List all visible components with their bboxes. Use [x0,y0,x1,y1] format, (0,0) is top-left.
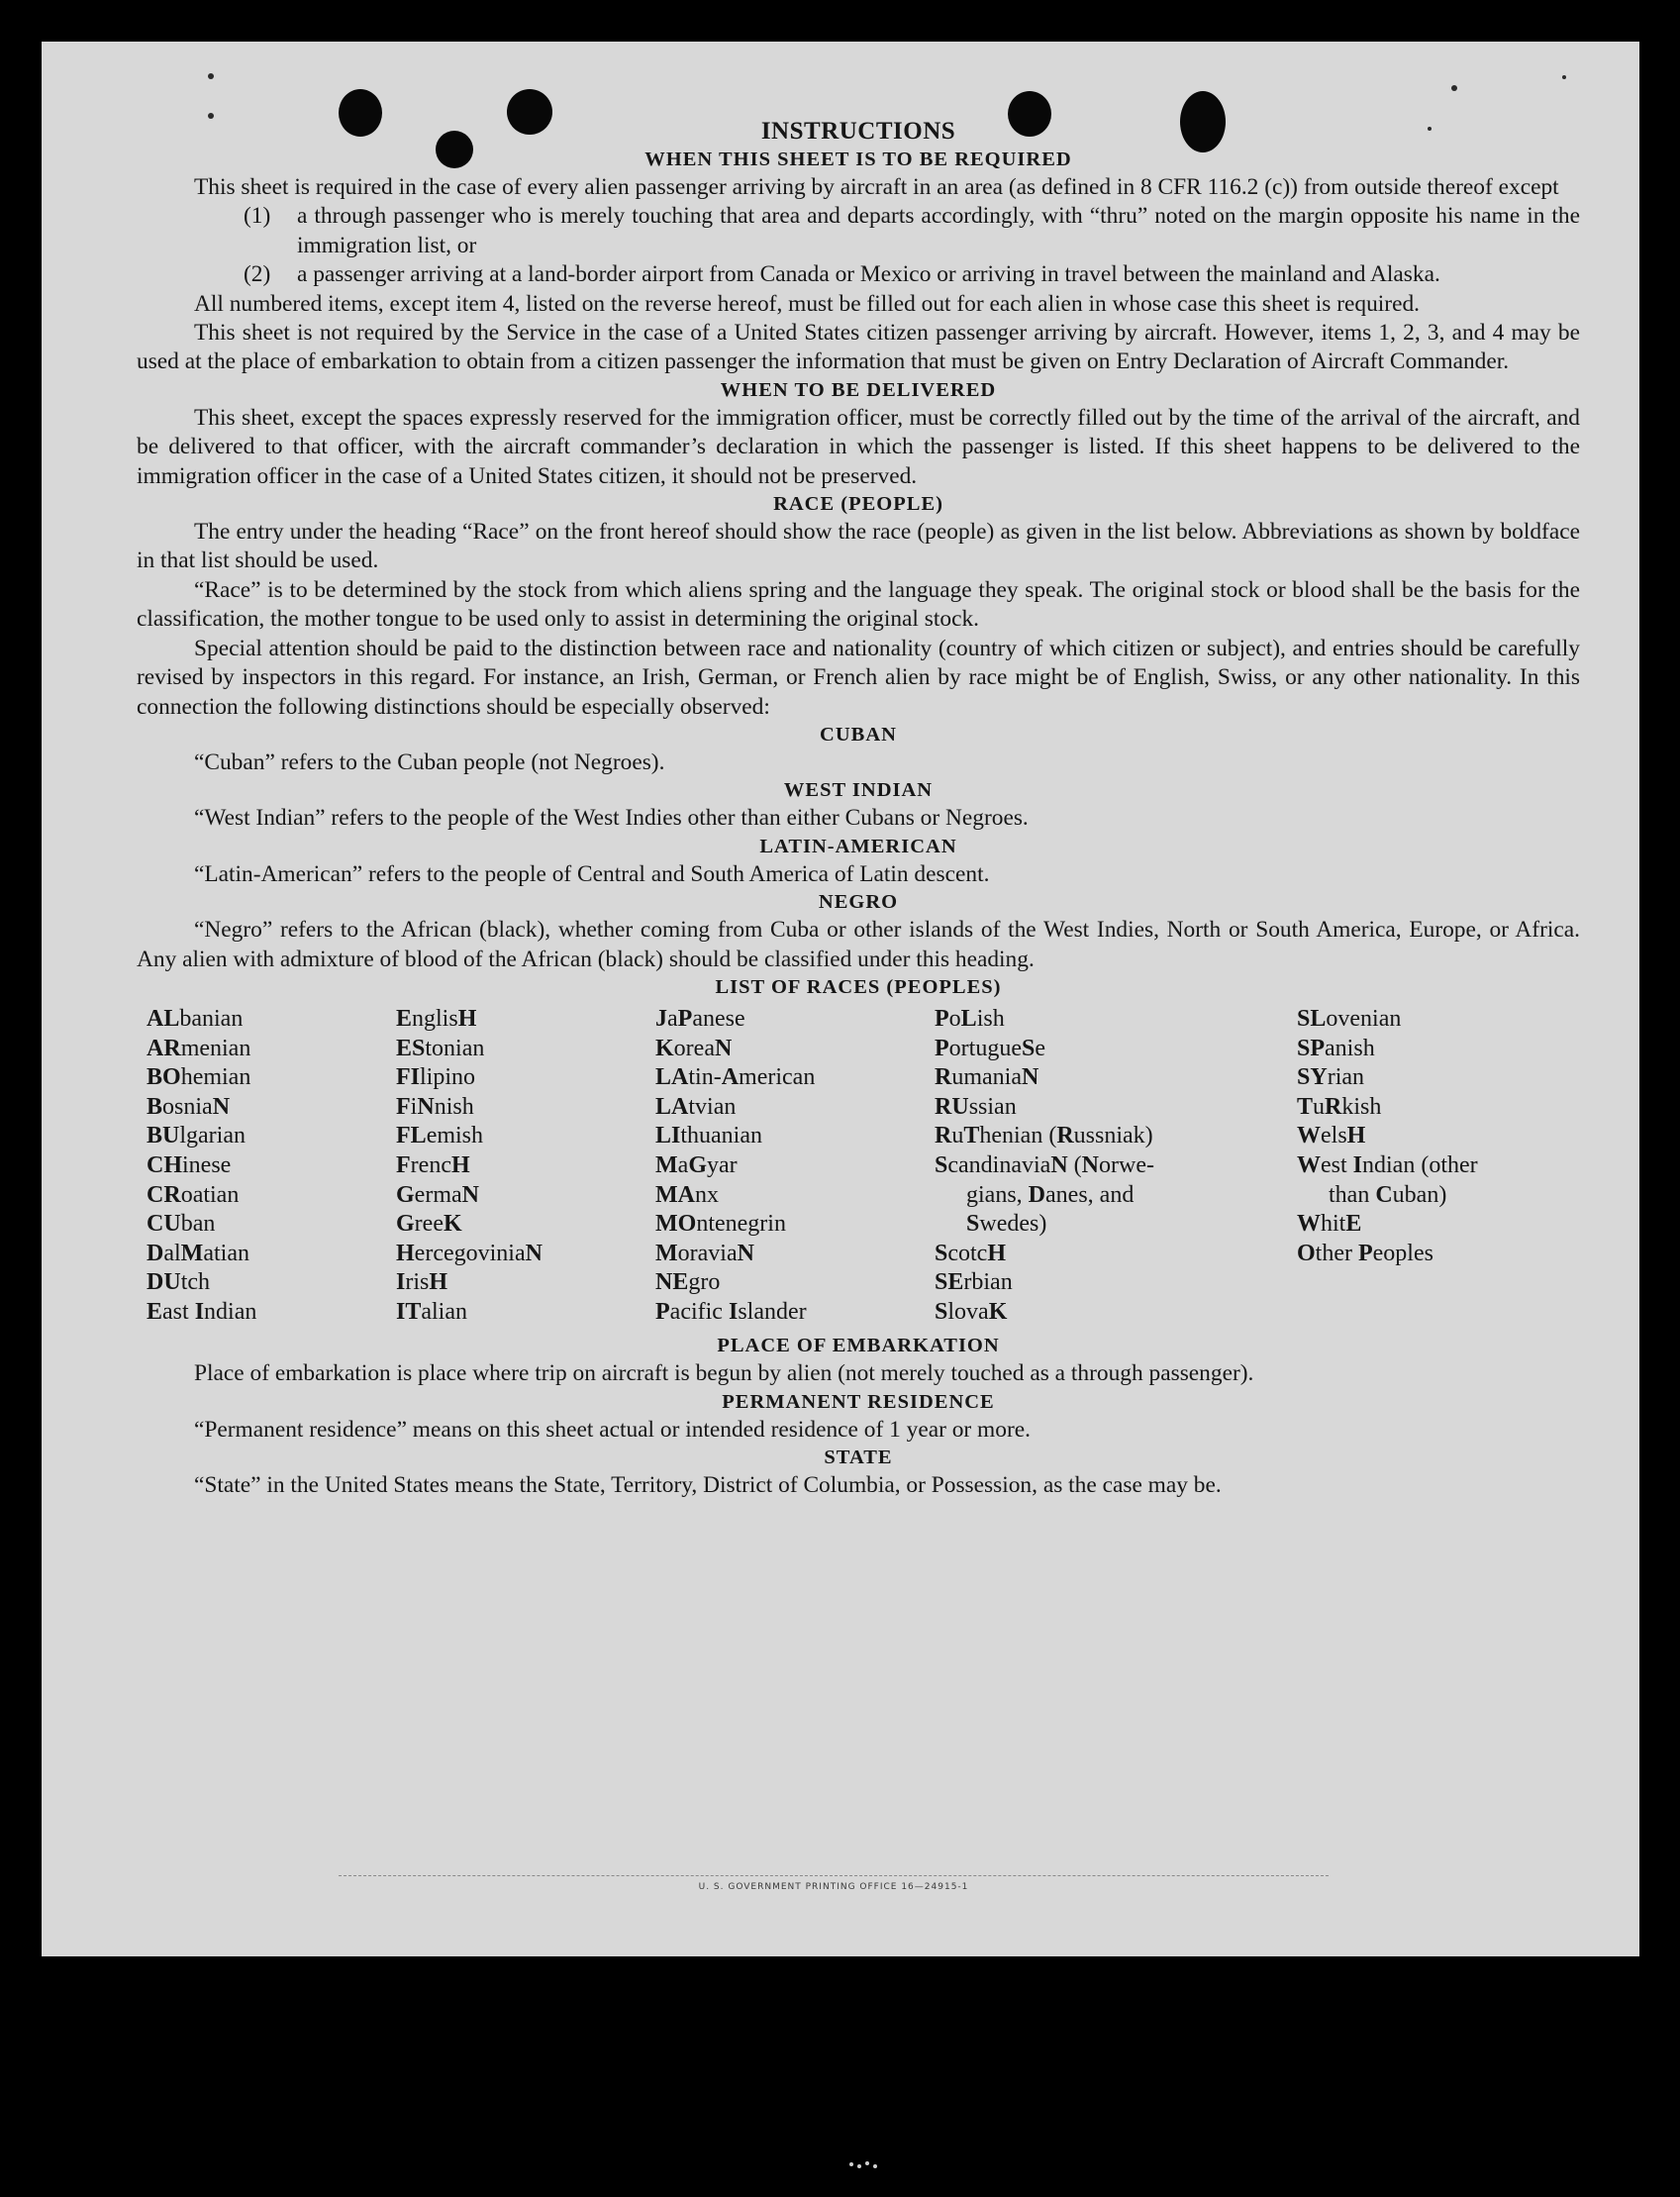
race-entry: MoraviaN [655,1240,754,1266]
cuban-definition: “Cuban” refers to the Cuban people (not Negroes). [194,749,665,775]
scan-mark [1562,75,1566,79]
scan-mark [1451,85,1457,91]
instructions-content [137,117,1580,1501]
race-entry: GermaN [396,1181,479,1208]
race-entry: SPanish [1297,1035,1375,1061]
race-entry: DalMatian [147,1240,249,1266]
race-entry: DUtch [147,1269,211,1296]
race-entry: SErbian [935,1269,1013,1296]
race-entry: LAtin-American [655,1064,816,1091]
race-list-column-2 [396,1005,655,1328]
citizen-passenger-paragraph: This sheet is not required by the Service in the case of a United States citizen passenger arriving by aircraft. However, items 1, 2, 3, and 4 may be used at the place of embarkation to obtain from a citizen passenger the information that must be given on Entry Declaration of Aircraft Commander. [137,320,1580,375]
exception-item-1 [244,202,1580,260]
race-paragraph-3: Special attention should be paid to the distinction between race and nationality (country of which citizen or subject), and entries should be carefully revised by inspectors in this regard. For instance, an Irish, German, or French alien by race might be of English, Swiss, or any other nationality. In this connection the following distinctions should be especially observed: [137,635,1580,720]
heading-negro: NEGRO [818,891,899,914]
race-entry: MaGyar [655,1151,738,1178]
race-entry: than Cuban) [1329,1181,1447,1208]
race-entry: LAtvian [655,1093,737,1120]
exception-item-2 [244,260,1580,289]
page-title: INSTRUCTIONS [760,118,956,145]
race-entry: BOhemian [147,1064,251,1091]
heading-place-of-embarkation: PLACE OF EMBARKATION [717,1335,1000,1357]
race-entry: MAnx [655,1181,719,1208]
permanent-residence-definition: “Permanent residence” means on this sheet actual or intended residence of 1 year or more. [194,1416,1031,1443]
exception-number: (2) [244,261,271,288]
race-entry: ScotcH [935,1240,1007,1266]
race-entry: CRoatian [147,1181,240,1208]
negro-definition: “Negro” refers to the African (black), whether coming from Cuba or other islands of the West Indies, North or South America, Europe, or Africa. Any alien with admixture of blood of the African (black) should be classified under this heading. [137,917,1580,972]
race-list-column-3 [655,1005,935,1328]
race-entry: Swedes) [966,1211,1047,1238]
race-entry: ALbanian [147,1005,244,1032]
when-delivered-paragraph: This sheet, except the spaces expressly reserved for the immigration officer, must be correctly filled out by the time of the arrival of the aircraft, and be delivered to that officer, with the aircraft commander’s declaration in which the passenger is listed. If this sheet happens to be delivered to the immigration officer in the case of a United States citizen, it should not be preserved. [137,404,1580,489]
exception-text: a through passenger who is merely touching that area and departs accordingly, with “thru” noted on the margin opposite his name in the immigration list, or [297,203,1580,258]
heading-when-delivered: WHEN TO BE DELIVERED [720,378,997,401]
heading-when-required: WHEN THIS SHEET IS TO BE REQUIRED [644,149,1072,170]
exception-text: a passenger arriving at a land-border airport from Canada or Mexico or arriving in travel between the mainland and Alaska. [297,261,1440,288]
race-entry: GreeK [396,1211,462,1238]
heading-race: RACE (PEOPLE) [773,493,943,516]
scan-mark [873,2164,877,2168]
race-entry: Other Peoples [1297,1240,1433,1266]
race-entry: TuRkish [1297,1093,1382,1120]
race-entry: Pacific Islander [655,1298,807,1325]
race-entry: LIthuanian [655,1123,762,1149]
race-entry: SlovaK [935,1298,1008,1325]
race-list-column-5 [1297,1005,1564,1328]
heading-west-indian: WEST INDIAN [783,779,934,802]
scan-mark [865,2161,869,2165]
west-indian-definition: “West Indian” refers to the people of the West Indies other than either Cubans or Negroes. [194,805,1029,832]
numbered-items-paragraph: All numbered items, except item 4, listed on the reverse hereof, must be filled out for each alien in whose case this sheet is required. [194,290,1421,317]
race-entry: KoreaN [655,1035,733,1061]
race-entry: RumaniaN [935,1064,1039,1091]
heading-state: STATE [824,1447,893,1469]
race-entry: JaPanese [655,1005,745,1032]
race-entry: East Indian [147,1298,257,1325]
scan-mark [857,2164,861,2168]
printing-office-footer: U. S. GOVERNMENT PRINTING OFFICE 16—24915-1 [339,1875,1329,1892]
race-entry: gians, Danes, and [966,1181,1135,1208]
race-list-column-1 [147,1005,396,1328]
race-entry: EStonian [396,1035,485,1061]
race-entry: FIlipino [396,1064,476,1091]
document-sheet [42,42,1639,1956]
race-entry: ITalian [396,1298,467,1325]
exception-number: (1) [244,203,271,230]
heading-cuban: CUBAN [820,723,897,746]
race-entry: SLovenian [1297,1005,1402,1032]
race-paragraph-2: “Race” is to be determined by the stock from which aliens spring and the language they speak. The original stock or blood shall be the basis for the classification, the mother tongue to be used only to assist in determining the original stock. [137,576,1580,633]
race-entry: RUssian [935,1093,1017,1120]
race-entry: PoLish [935,1005,1005,1032]
race-entry: ARmenian [147,1035,251,1061]
race-entry: FLemish [396,1123,484,1149]
race-entry: HercegoviniaN [396,1240,543,1266]
state-definition: “State” in the United States means the State, Territory, District of Columbia, or Possession, as the case may be. [194,1472,1222,1499]
race-entry: WhitE [1297,1211,1362,1238]
race-entry: NEgro [655,1269,721,1296]
race-entry: West Indian (other [1297,1151,1478,1178]
latin-american-definition: “Latin-American” refers to the people of Central and South America of Latin descent. [194,860,990,887]
race-entry: WelsH [1297,1123,1366,1149]
race-entry: CUban [147,1211,216,1238]
race-entry: CHinese [147,1151,232,1178]
heading-latin-american: LATIN-AMERICAN [759,835,957,857]
heading-permanent-residence: PERMANENT RESIDENCE [722,1390,995,1413]
race-entry: BUlgarian [147,1123,246,1149]
race-entry: PortugueSe [935,1035,1045,1061]
race-entry: RuThenian (Russniak) [935,1123,1153,1149]
race-entry: ScandinaviaN (Norwe- [935,1151,1154,1178]
race-list-column-4 [935,1005,1297,1328]
place-of-embarkation-definition: Place of embarkation is place where trip on aircraft is begun by alien (not merely touched as a through passenger). [194,1360,1254,1387]
race-entry: MOntenegrin [655,1211,786,1238]
race-list-table [147,1005,1580,1328]
heading-list-of-races: LIST OF RACES (PEOPLES) [715,975,1002,998]
race-entry: FrencH [396,1151,470,1178]
when-required-intro: This sheet is required in the case of every alien passenger arriving by aircraft in an area (as defined in 8 CFR 116.2 (c)) from outside thereof except [194,174,1559,200]
race-entry: BosniaN [147,1093,231,1120]
race-entry: EnglisH [396,1005,477,1032]
race-entry: SYrian [1297,1064,1365,1091]
race-paragraph-1: The entry under the heading “Race” on the front hereof should show the race (people) as given in the list below. Abbreviations as shown by boldface in that list should be used. [137,519,1580,574]
race-entry: FiNnish [396,1093,474,1120]
scan-mark [208,73,214,79]
scan-mark [849,2162,853,2166]
race-entry: IrisH [396,1269,448,1296]
